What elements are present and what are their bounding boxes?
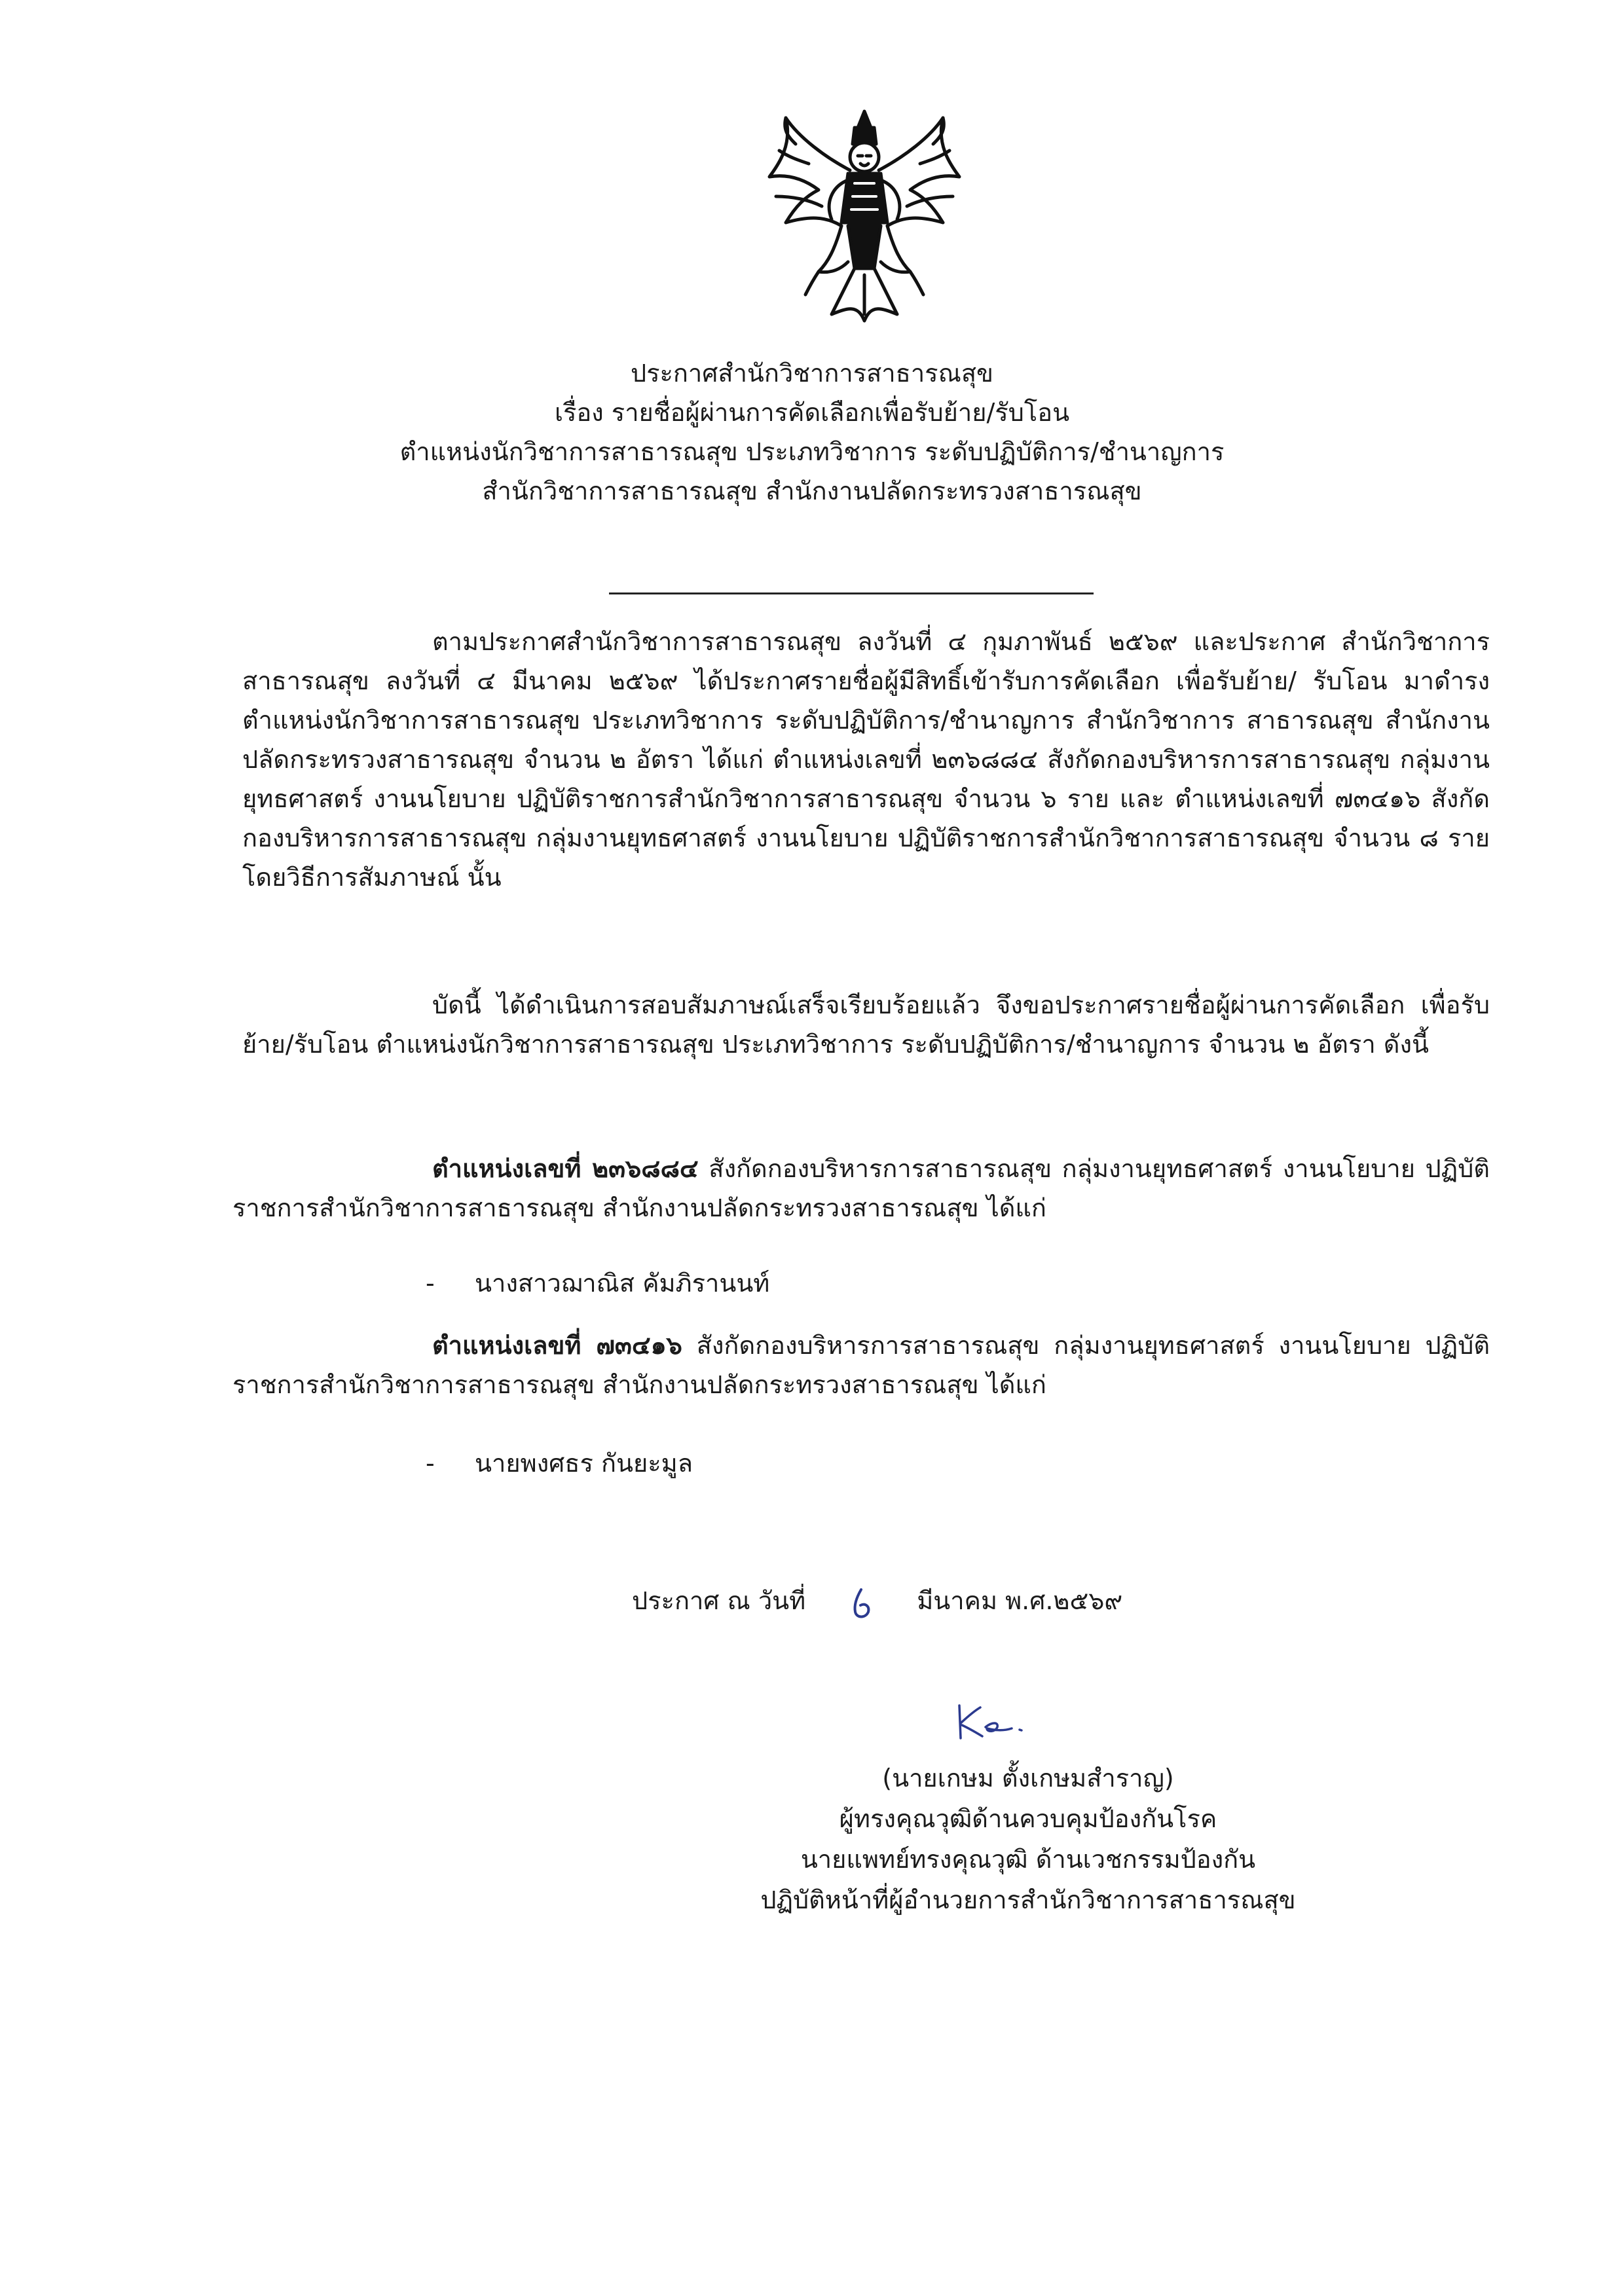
position-1-label: ตำแหน่งเลขที่ ๒๓๖๘๘๔ bbox=[432, 1154, 699, 1183]
date-prefix: ประกาศ ณ วันที่ bbox=[632, 1586, 806, 1615]
position-2-candidate bbox=[426, 1444, 693, 1483]
paragraph-background-text: ตามประกาศสำนักวิชาการสาธารณสุข ลงวันที่ ๔ กุมภาพันธ์ ๒๕๖๙ และประกาศ สำนักวิชาการสาธารณสุข ลงวันที่ ๔ มีนาคม ๒๕๖๙ ได้ประกาศรายชื่อผู้มีสิทธิ์เข้ารับการคัดเลือก เพื่อรับย้าย/ รับโอน มาดำรงตำแหน่งนักวิชาการสาธารณสุข ประเภทวิชาการ ระดับปฏิบัติการ/ชำนาญการ สำนักวิชาการ สาธารณสุข สำนักงานปลัดกระทรวงสาธารณสุข จำนวน ๒ อัตรา ได้แก่ ตำแหน่งเลขที่ ๒๓๖๘๘๔ สังกัดกองบริหารการสาธารณสุข กลุ่มงานยุทธศาสตร์ งานนโยบาย ปฏิบัติราชการสำนักวิชาการสาธารณสุข จำนวน ๖ ราย และ ตำแหน่งเลขที่ ๗๓๔๑๖ สังกัดกองบริหารการสาธารณสุข กลุ่มงานยุทธศาสตร์ งานนโยบาย ปฏิบัติราชการสำนักวิชาการสาธารณสุข จำนวน ๘ ราย โดยวิธีการสัมภาษณ์ นั้น bbox=[242, 627, 1490, 892]
announcement-position: ตำแหน่งนักวิชาการสาธารณสุข ประเภทวิชาการ ระดับปฏิบัติการ/ชำนาญการ bbox=[399, 437, 1225, 466]
position-1-paragraph bbox=[232, 1149, 1490, 1228]
announcement-agency: สำนักวิชาการสาธารณสุข สำนักงานปลัดกระทรวงสาธารณสุข bbox=[482, 477, 1142, 505]
signatory-title-1: ผู้ทรงคุณวุฒิด้านควบคุมป้องกันโรค bbox=[839, 1804, 1217, 1833]
handwritten-day bbox=[825, 1583, 904, 1622]
paragraph-announcement bbox=[242, 985, 1490, 1064]
signatory-title-2: นายแพทย์ทรงคุณวุฒิ ด้านเวชกรรมป้องกัน bbox=[800, 1845, 1256, 1874]
signatory-name: (นายเกษม ตั้งเกษมสำราญ) bbox=[882, 1764, 1174, 1793]
announcement-date bbox=[632, 1581, 1122, 1622]
bullet-dash: - bbox=[426, 1449, 435, 1478]
announcement-header bbox=[196, 354, 1428, 511]
paragraph-background bbox=[242, 622, 1490, 897]
signatory-title-3: ปฏิบัติหน้าที่ผู้อำนวยการสำนักวิชาการสาธารณสุข bbox=[760, 1886, 1296, 1914]
paragraph-announcement-text: บัดนี้ ได้ดำเนินการสอบสัมภาษณ์เสร็จเรียบร้อยแล้ว จึงขอประกาศรายชื่อผู้ผ่านการคัดเลือก เพื่อรับย้าย/รับโอน ตำแหน่งนักวิชาการสาธารณสุข ประเภทวิชาการ ระดับปฏิบัติการ/ชำนาญการ จำนวน ๒ อัตรา ดังนี้ bbox=[242, 991, 1490, 1059]
date-suffix: มีนาคม พ.ศ.๒๕๖๙ bbox=[917, 1586, 1123, 1615]
position-1-description: สังกัดกองบริหารการสาธารณสุข กลุ่มงานยุทธศาสตร์ งานนโยบาย ปฏิบัติราชการสำนักวิชาการสาธารณสุข สำนักงานปลัดกระทรวงสาธารณสุข ได้แก่ bbox=[232, 1154, 1490, 1222]
candidate-name: นางสาวฌาณิส คัมภิรานนท์ bbox=[475, 1269, 770, 1298]
position-2-paragraph bbox=[232, 1326, 1490, 1404]
bullet-dash: - bbox=[426, 1269, 435, 1298]
garuda-emblem-icon bbox=[760, 98, 969, 334]
position-1-candidate bbox=[426, 1264, 769, 1303]
candidate-name: นายพงศธร กันยะมูล bbox=[475, 1449, 693, 1478]
position-2-label: ตำแหน่งเลขที่ ๗๓๔๑๖ bbox=[432, 1331, 682, 1360]
signature-scribble bbox=[946, 1696, 1038, 1748]
header-divider bbox=[609, 592, 1094, 594]
announcement-title: ประกาศสำนักวิชาการสาธารณสุข bbox=[630, 359, 994, 388]
signature-block bbox=[694, 1758, 1362, 1920]
announcement-subject: เรื่อง รายชื่อผู้ผ่านการคัดเลือกเพื่อรับย้าย/รับโอน bbox=[554, 398, 1070, 427]
position-2-description: สังกัดกองบริหารการสาธารณสุข กลุ่มงานยุทธศาสตร์ งานนโยบาย ปฏิบัติราชการสำนักวิชาการสาธารณสุข สำนักงานปลัดกระทรวงสาธารณสุข ได้แก่ bbox=[232, 1331, 1490, 1399]
